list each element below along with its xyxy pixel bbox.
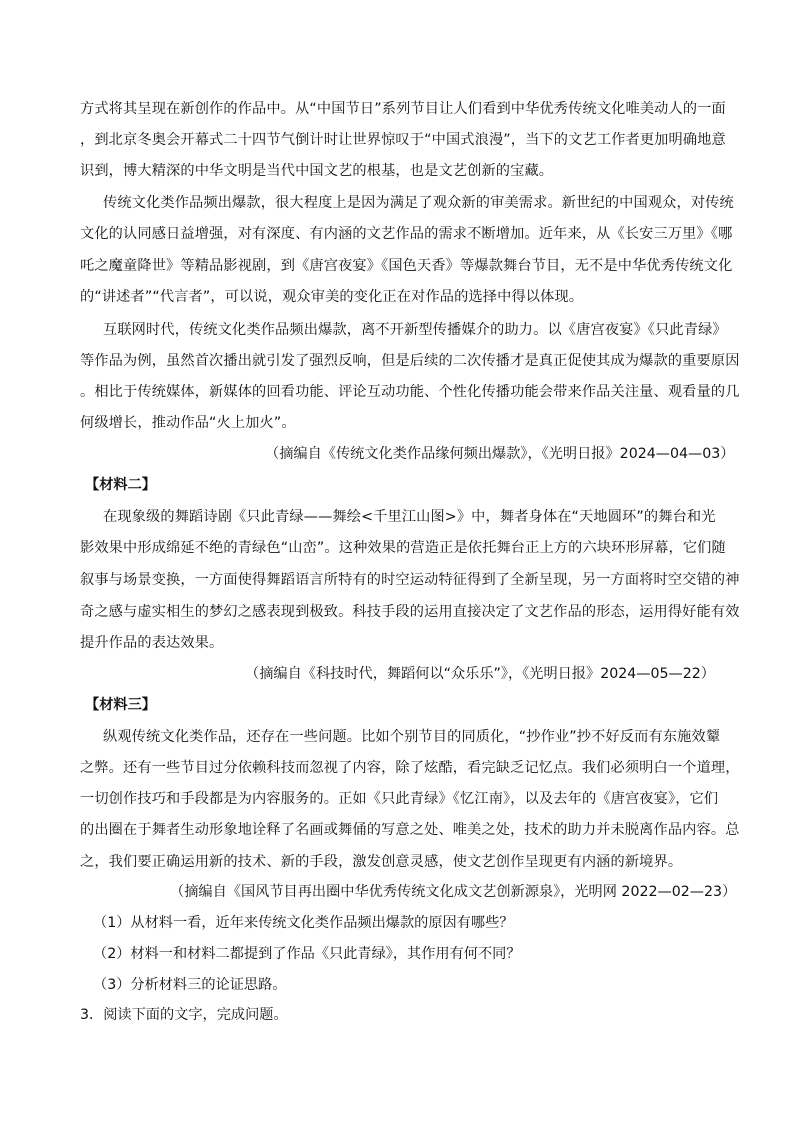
section-heading: 【材料三】 xyxy=(85,697,156,713)
question-item: （3）分析材料三的论证思路。 xyxy=(93,977,287,993)
next-question-prompt: 3．阅读下面的文字，完成问题。 xyxy=(80,1007,288,1023)
text-line: 影效果中形成绵延不绝的青绿色“山峦”。这种效果的营造正是依托舞台正上方的六块环形屏幕，它们随 xyxy=(80,540,726,556)
text-line: 方式将其呈现在新创作的作品中。从“中国节日”系列节目让人们看到中华优秀传统文化唯美动人的一面 xyxy=(80,101,726,117)
question-item: （1）从材料一看，近年来传统文化类作品频出爆款的原因有哪些？ xyxy=(93,915,514,931)
text-line: 的出圈在于舞者生动形象地诠释了名画或舞俑的写意之处、唯美之处，技术的助力并未脱离作品内容。总 xyxy=(80,822,740,838)
text-line: 吒之魔童降世》等精品影视剧，到《唐宫夜宴》《国色天香》等爆款舞台节目，无不是中华优秀传统文化 xyxy=(80,258,733,274)
text-line: 传统文化类作品频出爆款，很大程度上是因为满足了观众新的审美需求。新世纪的中国观众，对传统 xyxy=(103,195,734,211)
source-citation: （摘编自《科技时代，舞蹈何以“众乐乐”》，《光明日报》2024—05—22） xyxy=(245,666,715,682)
text-line: 文化的认同感日益增强，对有深度、有内涵的文艺作品的需求不断增加。近年来，从《长安三万里》《哪 xyxy=(80,226,733,242)
text-line: 之弊。还有一些节目过分依赖科技而忽视了内容，除了炫酷，看完缺乏记忆点。我们必须明白一个道理， xyxy=(80,760,740,776)
text-line: 奇之感与虚实相生的梦幻之感表现到极致。科技手段的运用直接决定了文艺作品的形态，运用得好能有效 xyxy=(80,604,740,620)
text-line: 之，我们要正确运用新的技术、新的手段，激发创意灵感，使文艺创作呈现更有内涵的新境界。 xyxy=(80,854,683,870)
text-line: 的“讲述者”“代言者”，可以说，观众审美的变化正在对作品的选择中得以体现。 xyxy=(80,289,584,305)
text-line: 识到，博大精深的中华文明是当代中国文艺的根基，也是文艺创新的宝藏。 xyxy=(80,163,554,179)
text-line: 等作品为例，虽然首次播出就引发了强烈反响，但是后续的二次传播才是真正促使其成为爆款的重要原因 xyxy=(80,353,740,369)
text-line: 何级增长，推动作品“火上加火”。 xyxy=(80,415,296,431)
source-citation: （摘编自《国风节目再出圈中华优秀传统文化成文艺创新源泉》，光明网 2022—02—23） xyxy=(170,884,737,900)
text-line: 互联网时代，传统文化类作品频出爆款，离不开新型传播媒介的助力。以《唐宫夜宴》《只此青绿》 xyxy=(103,322,727,338)
text-line: 一切创作技巧和手段都是为内容服务的。正如《只此青绿》《忆江南》，以及去年的《唐宫夜宴》，它们 xyxy=(80,791,719,807)
text-line: 。相比于传统媒体，新媒体的回看功能、评论互动功能、个性化传播功能会带来作品关注量、观看量的几 xyxy=(80,384,740,400)
text-line: ，到北京冬奥会开幕式二十四节气倒计时让世界惊叹于“中国式浪漫”，当下的文艺工作者更加明确地意 xyxy=(80,132,726,148)
section-heading: 【材料二】 xyxy=(85,477,156,493)
text-line: 纵观传统文化类作品，还存在一些问题。比如个别节目的同质化，“抄作业”抄不好反而有东施效颦 xyxy=(103,729,721,745)
text-line: 提升作品的表达效果。 xyxy=(80,635,224,651)
text-line: 在现象级的舞蹈诗剧《只此青绿——舞绘<千里江山图>》中，舞者身体在“天地圆环”的舞台和光 xyxy=(103,509,716,525)
text-line: 叙事与场景变换，一方面使得舞蹈语言所特有的时空运动特征得到了全新呈现，另一方面将时空交错的神 xyxy=(80,572,740,588)
source-citation: （摘编自《传统文化类作品缘何频出爆款》，《光明日报》2024—04—03） xyxy=(265,446,735,462)
question-item: （2）材料一和材料二都提到了作品《只此青绿》，其作用有何不同？ xyxy=(93,946,521,962)
